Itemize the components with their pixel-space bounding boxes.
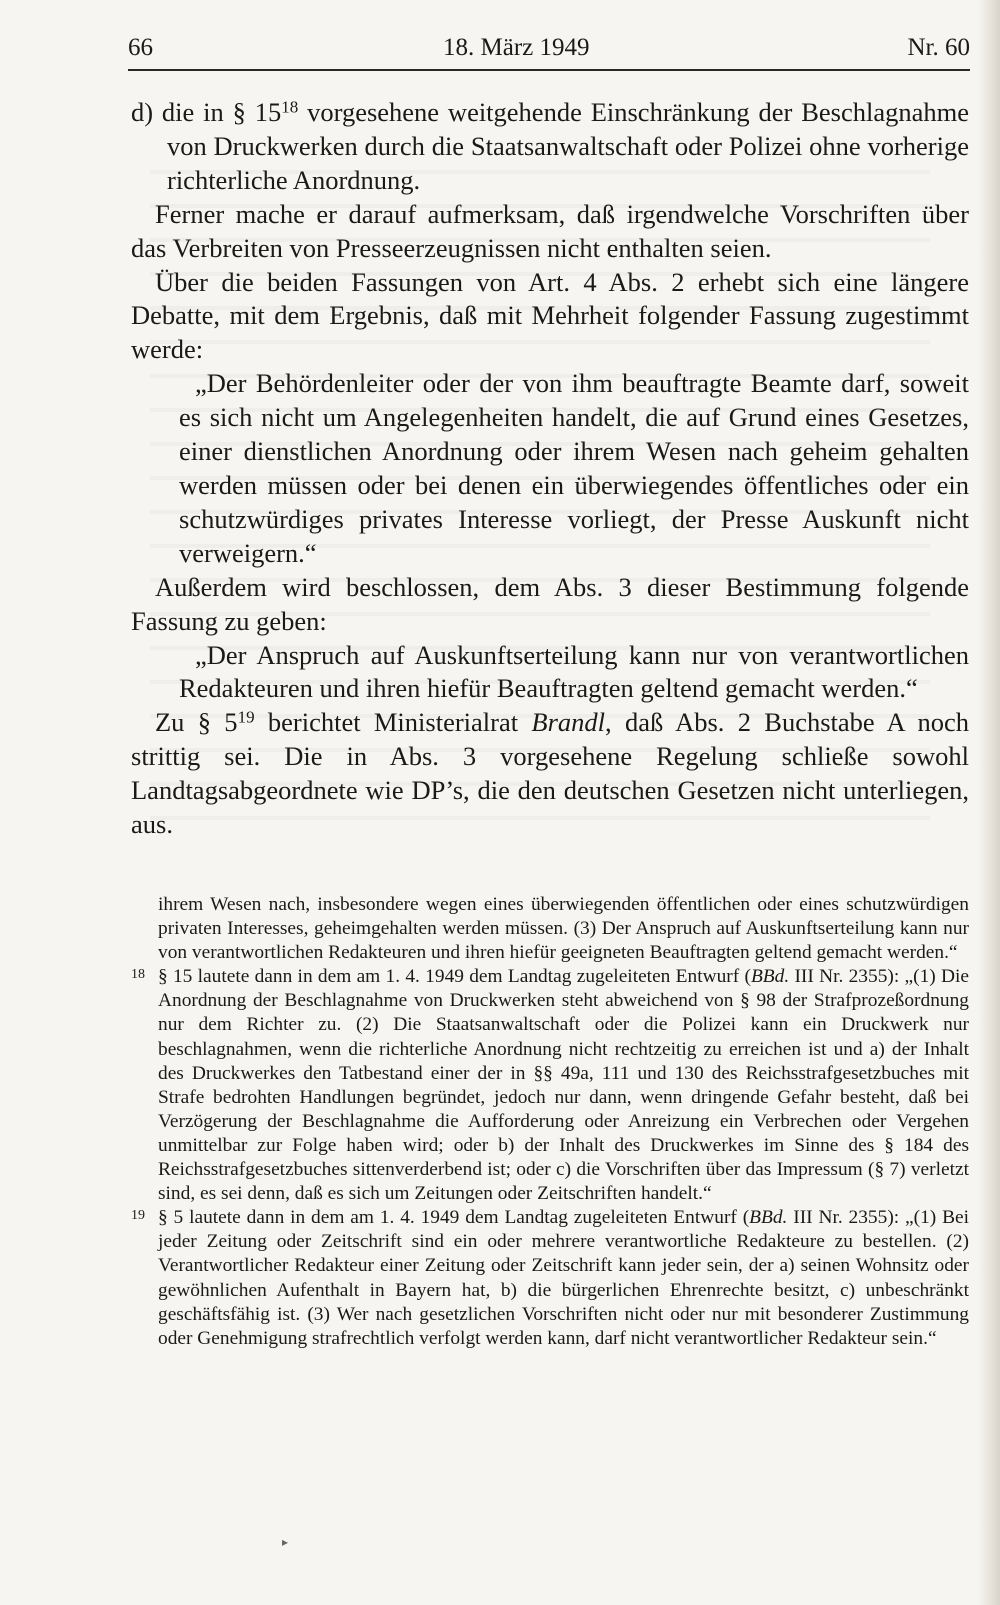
running-header <box>128 34 970 68</box>
footnote-ref-19: 19 <box>237 707 255 727</box>
header-issue-number: Nr. 60 <box>907 34 970 61</box>
text-run: § 15 lautete dann in dem am 1. 4. 1949 dem Landtag zugeleiteten Entwurf ( <box>158 966 751 988</box>
block-quote: „Der Anspruch auf Auskunftserteilung kann nur von verantwortlichen Redakteuren und ihren hiefür Beauftragten geltend gemacht werden.“ <box>179 639 969 704</box>
text-run: § 5 lautete dann in dem am 1. 4. 1949 dem Landtag zugeleiteten Entwurf ( <box>158 1207 750 1229</box>
footnote-19 <box>131 1206 969 1351</box>
text-run: III Nr. 2355): „(1) Die Anordnung der Beschlagnahme von Druckwerken steht abweichend von § 98 der Strafprozeßordnung nur dem Richter zu. (2) Die Staatsanwaltschaft oder die Polizei kann ein Druckwerk nur beschlagnahmen, wenn die richterliche Anordnung nicht rechtzeitig zu erreichen ist und a) der Inhalt des Druckwerkes den Tatbestand einer der in §§ 49a, 111 und 130 des Reichsstrafgesetzbuches mit Strafe bedrohten Handlungen begründet, jedoch nur dann, wenn dringende Gefahr besteht, daß bei Verzögerung der Beschlagnahme die Aufforderung oder Anreizung ein Verbrechen oder Vergehen unmittelbar zur Folge haben wird; oder b) der Inhalt des Druckwerkes im Sinne des § 184 des Reichsstrafgesetzbuches sittenverderbend ist; oder c) die Vorschriften über das Impressum (§ 7) verletzt sind, es sei denn, daß es sich um Zeitungen oder Zeitschriften handelt.“ <box>158 966 970 1205</box>
page-edge-shadow <box>978 0 1000 1605</box>
text-run: , daß Abs. 2 Buchstabe A noch strittig sei. Die in Abs. 3 vorgesehene Regelung schließe sowohl Landtagsabgeordnete wie DP’s, die den deutschen Gesetzen nicht unterliegen, aus. <box>131 707 969 840</box>
text-run: III Nr. 2355): „(1) Bei jeder Zeitung oder Zeitschrift sind ein oder mehrere verantwortliche Redakteure zu bestellen. (2) Verantwortlicher Redakteur einer Zeitung oder Zeitschrift kann jeder sein, der a) seinen Wohnsitz oder gewöhnlichen Aufenthalt in Bayern hat, b) die bürgerlichen Ehrenrechte besitzt, c) unbeschränkt geschäftsfähig ist. (3) Wer nach gesetzlichen Vorschriften nicht oder nur mit besonderer Zustimmung oder Genehmigung strafrechtlich verfolgt werden kann, darf nicht verantwortlicher Redakteur sein.“ <box>158 1207 969 1349</box>
footnote-ref-18: 18 <box>281 97 299 117</box>
text-run: berichtet Ministerialrat <box>254 707 532 738</box>
source-abbrev: BBd. <box>749 1207 788 1229</box>
paragraph <box>131 706 969 842</box>
paragraph: Ferner mache er darauf aufmerksam, daß irgendwelche Vorschriften über das Verbreiten von Presseerzeugnissen nicht enthalten seien. <box>131 198 969 263</box>
text-run: Zu § 5 <box>155 707 238 738</box>
main-text <box>131 96 969 842</box>
text-run: vorgesehene weitgehende Einschränkung der Beschlagnahme von Druckwerken durch die Staatsanwaltschaft oder Polizei ohne vorherige richterliche Anordnung. <box>167 97 969 195</box>
header-rule <box>128 69 970 71</box>
block-quote: „Der Behördenleiter oder der von ihm beauftragte Beamte darf, soweit es sich nicht um Angelegenheiten handelt, die auf Grund eines Gesetzes, einer dienstlichen Anordnung oder ihrem Wesen nach geheim gehalten werden müssen oder bei denen ein überwiegendes öffentliches oder ein schutzwürdiges privates Interesse vorliegt, der Presse Auskunft nicht verweigern.“ <box>179 368 969 568</box>
paragraph: Außerdem wird beschlossen, dem Abs. 3 dieser Bestimmung folgende Fassung zu geben: <box>131 571 969 636</box>
header-date: 18. März 1949 <box>443 34 590 61</box>
person-name: Brandl <box>531 707 606 738</box>
source-abbrev: BBd. <box>750 966 790 988</box>
paragraph: Über die beiden Fassungen von Art. 4 Abs. 2 erhebt sich eine längere Debatte, mit dem Ergebnis, daß mit Mehrheit folgender Fassung zugestimmt werde: <box>131 266 969 365</box>
footnote-number: 19 <box>131 1208 145 1224</box>
footnotes <box>131 893 969 1351</box>
text-run: d) die in § 15 <box>131 97 282 127</box>
page-number: 66 <box>128 34 153 61</box>
paragraph-item-d <box>131 96 969 198</box>
stray-mark: ▸ <box>282 1535 289 1549</box>
footnote-number: 18 <box>131 967 145 983</box>
footnote-18 <box>131 965 969 1206</box>
footnote-continuation: ihrem Wesen nach, insbesondere wegen eines überwiegenden öffentlichen oder eines schutzwürdigen privaten Interesses, geheimgehalten werden müssen. (3) Der Anspruch auf Auskunftserteilung kann nur von verantwortlichen Redakteuren und ihren hiefür geeigneten Beauftragten geltend gemacht werden.“ <box>158 894 969 964</box>
